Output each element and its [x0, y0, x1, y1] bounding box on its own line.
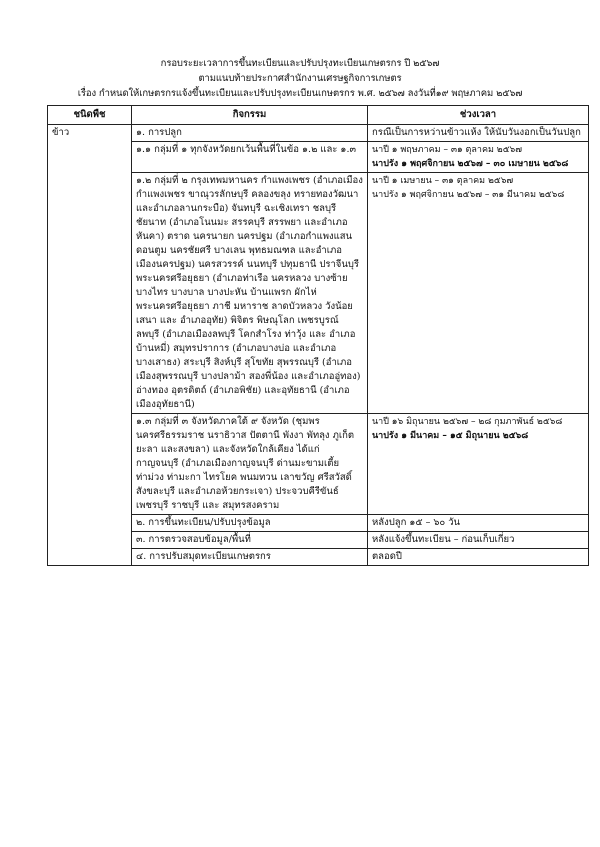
schedule-table	[47, 105, 589, 566]
period-group2	[368, 173, 589, 414]
activity-group2: ๑.๒ กลุ่มที่ ๒ กรุงเทพมหานคร กำแพงเพชร (อำเภอเมืองกำแพงเพชร ขาณุวรลักษบุรี คลองขลุง ทรายทองวัฒนา และอำเภอลานกระบือ) จันทบุรี ฉะเชิงเทรา ชลบุรี ชัยนาท (อำเภอโนนมะ สรรคบุรี สรรพยา และอำเภอหันคา) ตราด นครนายก นครปฐม (อำเภอกำแพงแสน ดอนตูม นครชัยศรี บางเลน พุทธมณฑล และอำเภอ เมืองนครปฐม) นครสวรรค์ นนทบุรี ปทุมธานี ปราจีนบุรี พระนครศรีอยุธยา (อำเภอท่าเรือ นครหลวง บางซ้าย บางไทร บางบาล บางปะหัน บ้านแพรก ผักไห่ พระนครศรีอยุธยา ภาชี มหาราช ลาดบัวหลวง วังน้อย เสนา และ อำเภออุทัย) พิจิตร พิษณุโลก เพชรบูรณ์ ลพบุรี (อำเภอเมืองลพบุรี โคกสำโรง ท่าวุ้ง และ อำเภอบ้านหมี่) สมุทรปราการ (อำเภอบางบ่อ และอำเภอบางเสาธง) สระบุรี สิงห์บุรี สุโขทัย สุพรรณบุรี (อำเภอเมืองสุพรรณบุรี บางปลาม้า สองพี่น้อง และอำเภออู่ทอง) อ่างทอง อุตรดิตถ์ (อำเภอพิชัย) และอุทัยธานี (อำเภอเมืองอุทัยธานี)	[132, 173, 368, 414]
header-activity: กิจกรรม	[132, 106, 368, 125]
activity-planting: ๑. การปลูก	[132, 125, 368, 142]
main-season-group3: นาปี ๑๖ มิถุนายน ๒๕๖๗ – ๒๘ กุมภาพันธ์ ๒๕๖๘	[372, 417, 563, 427]
activity-group3: ๑.๓ กลุ่มที่ ๓ จังหวัดภาคใต้ ๙ จังหวัด (ชุมพร นครศรีธรรมราช นราธิวาส ปัตตานี พังงา พัทลุง ภูเก็ต ยะลา และสงขลา) และจังหวัดใกล้เคียง ได้แก่ กาญจนบุรี (อำเภอเมืองกาญจนบุรี ด่านมะขามเตี้ย ท่าม่วง ท่ามะกา ไทรโยค พนมทวน เลาขวัญ ศรีสวัสดิ์ สังขละบุรี และอำเภอห้วยกระเจา) ประจวบคีรีขันธ์ เพชรบุรี ราชบุรี และ สมุทรสงคราม	[132, 414, 368, 515]
activity-verification: ๓. การตรวจสอบข้อมูล/พื้นที่	[132, 532, 368, 549]
activity-registration: ๒. การขึ้นทะเบียน/ปรับปรุงข้อมูล	[132, 515, 368, 532]
header-subject: เรื่อง กำหนดให้เกษตรกรแจ้งขึ้นทะเบียนและปรับปรุงทะเบียนเกษตรกร พ.ศ. ๒๕๖๗ ลงวันที่๑๙ พฤษภาคม ๒๕๖๗	[77, 88, 523, 99]
table-header-row	[48, 106, 589, 125]
period-group1	[368, 142, 589, 173]
document-header	[30, 56, 570, 101]
main-season-group1: นาปี ๑ พฤษภาคม – ๓๑ ตุลาคม ๒๕๖๗	[372, 145, 523, 155]
period-verification: หลังแจ้งขึ้นทะเบียน – ก่อนเก็บเกี่ยว	[368, 532, 589, 549]
off-season-group1: นาปรัง ๑ พฤศจิกายน ๒๕๖๗ – ๓๐ เมษายน ๒๕๖๘	[372, 159, 569, 169]
off-season-group3: นาปรัง ๑ มีนาคม – ๑๕ มิถุนายน ๒๕๖๘	[372, 431, 529, 441]
period-group3	[368, 414, 589, 515]
activity-group1: ๑.๑ กลุ่มที่ ๑ ทุกจังหวัดยกเว้นพื้นที่ในข้อ ๑.๒ และ ๑.๓	[132, 142, 368, 173]
header-crop-type: ชนิดพืช	[48, 106, 132, 125]
off-season-group2: นาปรัง ๑ พฤศจิกายน ๒๕๖๗ – ๓๑ มีนาคม ๒๕๖๘	[372, 190, 565, 200]
main-season-group2: นาปี ๑ เมษายน – ๓๑ ตุลาคม ๒๕๖๗	[372, 176, 514, 186]
table-row-planting	[48, 125, 589, 142]
crop-type-cell: ข้าว	[48, 125, 132, 566]
header-title: กรอบระยะเวลาการขึ้นทะเบียนและปรับปรุงทะเบียนเกษตรกร ปี ๒๕๖๗	[160, 58, 440, 69]
activity-account-update: ๔. การปรับสมุดทะเบียนเกษตรกร	[132, 549, 368, 566]
header-period: ช่วงเวลา	[368, 106, 589, 125]
period-account-update: ตลอดปี	[368, 549, 589, 566]
period-planting: กรณีเป็นการหว่านข้าวแห้ง ให้นับวันงอกเป็นวันปลูก	[368, 125, 589, 142]
period-registration: หลังปลูก ๑๕ – ๖๐ วัน	[368, 515, 589, 532]
header-subtitle: ตามแนบท้ายประกาศสำนักงานเศรษฐกิจการเกษตร	[198, 73, 402, 84]
